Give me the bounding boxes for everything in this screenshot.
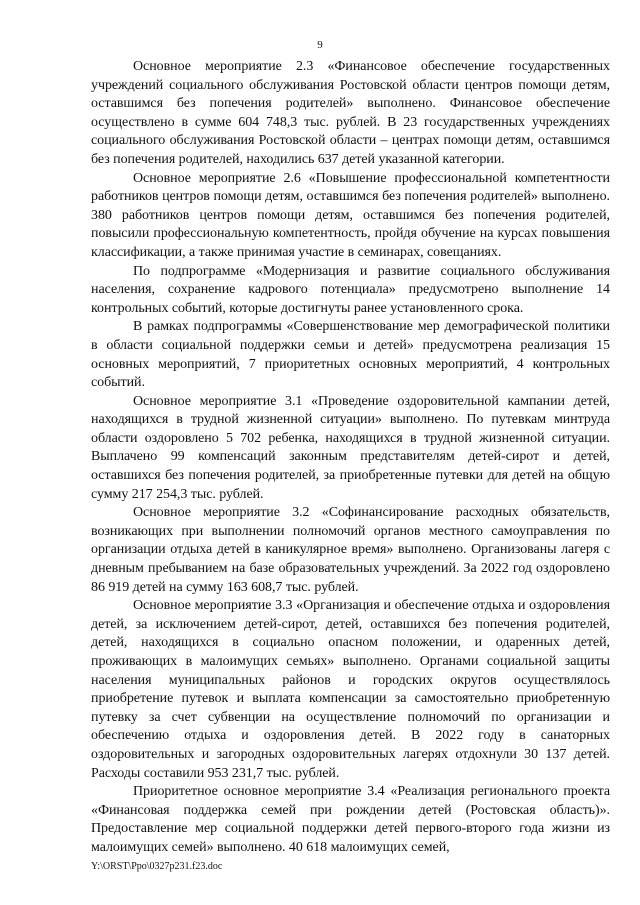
paragraph-measure-3-4: Приоритетное основное мероприятие 3.4 «Реализация регионального проекта «Финансовая поддержка семей при рождении детей (Ростовская область)». Предоставление мер социальной поддержки детей первого-второго года жизни из малоимущих семей» выполнено. 40 618 малоимущих семей,: [91, 784, 610, 855]
paragraph-subprogram-demographic: В рамках подпрограммы «Совершенствование мер демографической политики в области социальной поддержки семьи и детей» предусмотрена реализация 15 основных мероприятий, 7 приоритетных основных мероприятий, 4 контрольных событий.: [91, 319, 610, 391]
paragraph-measure-3-2: Основное мероприятие 3.2 «Софинансирование расходных обязательств, возникающих при выполнении полномочий органов местного самоуправления по организации отдыха детей в каникулярное время» выполнено. Организованы лагеря с дневным пребыванием на базе образовательных учреждений. За 2022 год оздоровлено 86 919 детей на сумму 163 608,7 тыс. рублей.: [91, 505, 610, 595]
paragraph-measure-3-3: Основное мероприятие 3.3 «Организация и обеспечение отдыха и оздоровления детей, за исключением детей-сирот, детей, оставшихся без попечения родителей, детей, находящихся в социально опасном положении, и одаренных детей, проживающих в малоимущих семьях» выполнено. Органами социальной защиты населения муниципальных районов и городских округов осуществлялось приобретение путевок и выплата компенсации за самостоятельно приобретенную путевку за счет субвенции на осуществление полномочий по организации и обеспечению отдыха и оздоровления детей. В 2022 году в санаторных оздоровительных и загородных оздоровительных лагерях отдохнули 30 137 детей. Расходы составили 953 231,7 тыс. рублей.: [91, 598, 610, 781]
document-body: [91, 58, 610, 858]
paragraph-measure-3-1: Основное мероприятие 3.1 «Проведение оздоровительной кампании детей, находящихся в трудной жизненной ситуации» выполнено. По путевкам минтруда области оздоровлено 5 702 ребенка, находящихся в трудной жизненной ситуации. Выплачено 99 компенсаций законным представителям детей-сирот и детей, оставшихся без попечения родителей, за приобретенные путевки для детей на общую сумму 217 254,3 тыс. рублей.: [91, 393, 610, 502]
page-number: 9: [317, 39, 323, 51]
paragraph-measure-2-3: Основное мероприятие 2.3 «Финансовое обеспечение государственных учреждений социального обслуживания Ростовской области центров помощи детям, оставшимся без попечения родителей» выполнено. Финансовое обеспечение осуществлено в сумме 604 748,3 тыс. рублей. В 23 государственных учреждениях социального обслуживания Ростовской области – центрах помощи детям, оставшимся без попечения родителей, находились 637 детей указанной категории.: [91, 59, 610, 167]
footer-file-path: Y:\ORST\Ppo\0327p231.f23.doc: [91, 861, 223, 872]
paragraph-subprogram-modernization: По подпрограмме «Модернизация и развитие социального обслуживания населения, сохранение кадрового потенциала» предусмотрено выполнение 14 контрольных событий, которые достигнуты ранее установленного срока.: [91, 263, 610, 316]
paragraph-measure-2-6: Основное мероприятие 2.6 «Повышение профессиональной компетентности работников центров помощи детям, оставшимся без попечения родителей» выполнено. 380 работников центров помощи детям, оставшимся без попечения родителей, повысили профессиональную компетентность, пройдя обучение на курсах повышения классификации, а также принимая участие в семинарах, совещаниях.: [91, 170, 610, 260]
